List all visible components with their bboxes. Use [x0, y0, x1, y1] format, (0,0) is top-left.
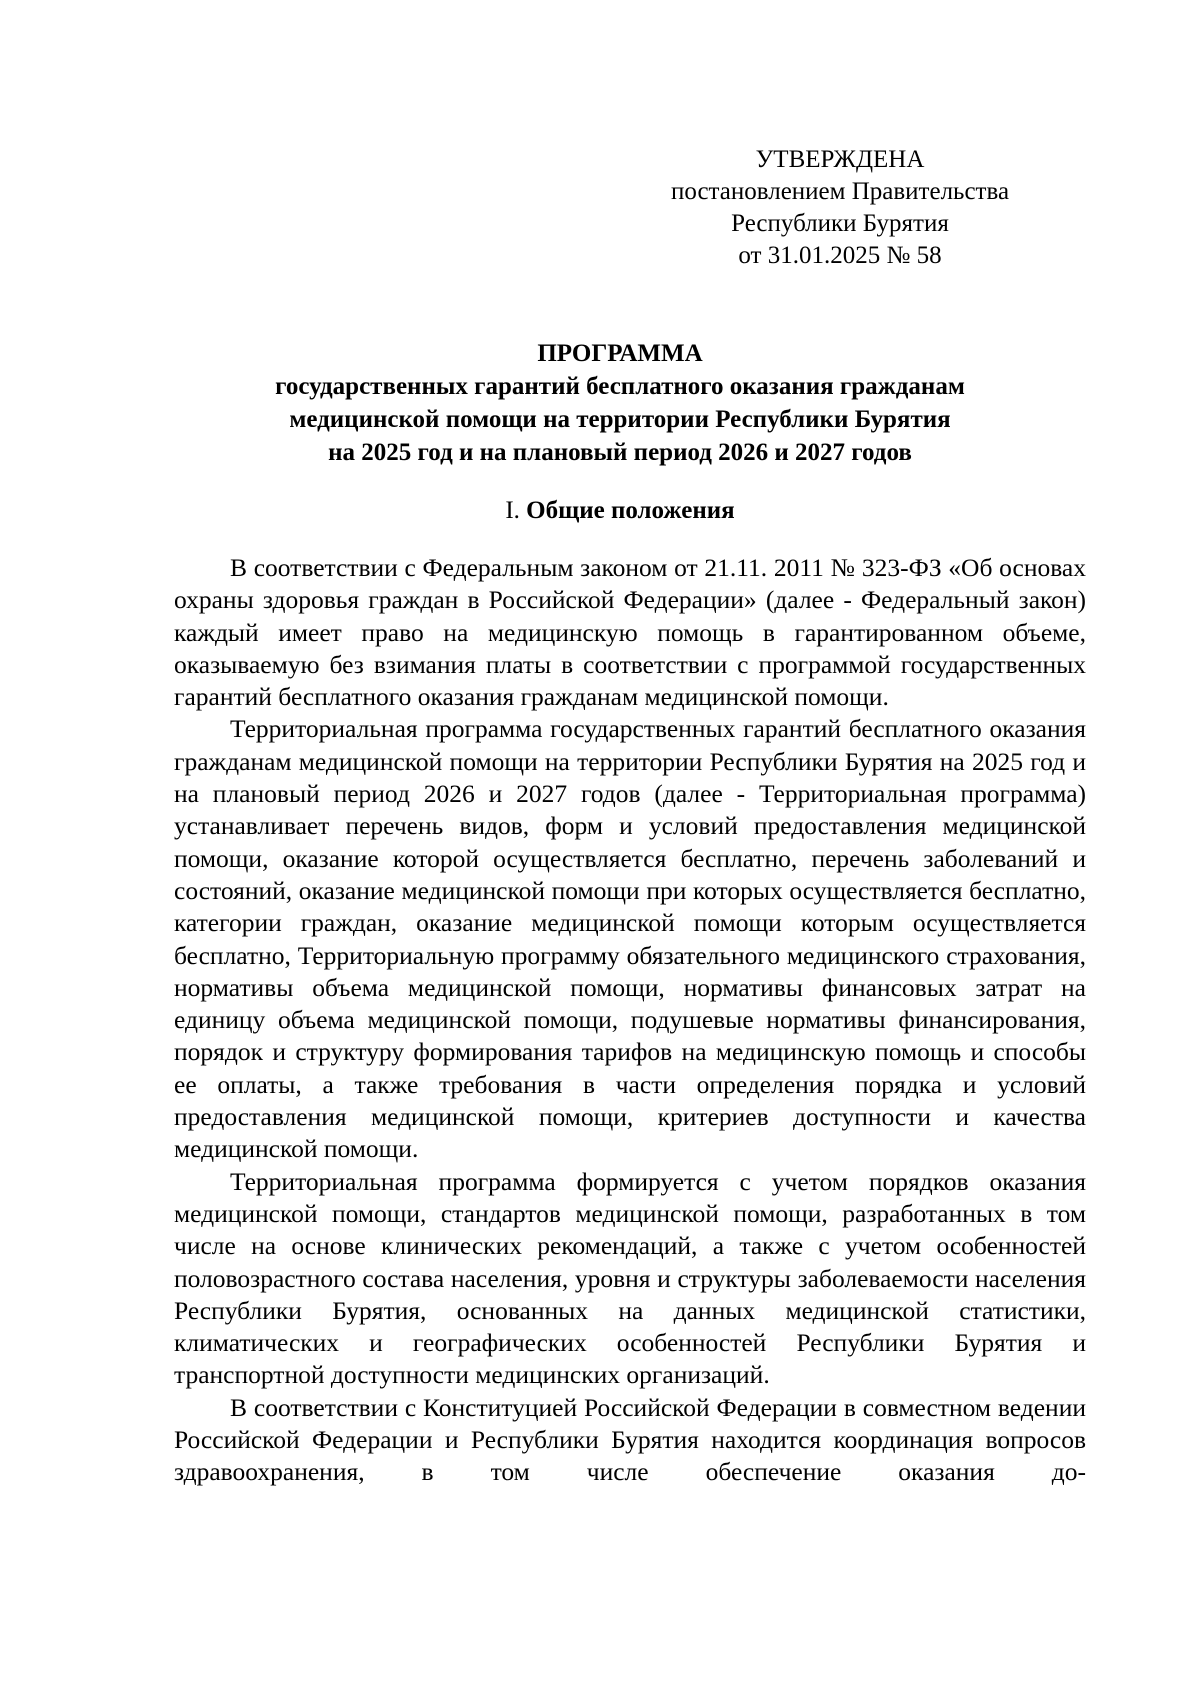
paragraph: Территориальная программа государственных гарантий бесплатного оказания гражданам медицинской помощи на территории Республики Бурятия на 2025 год и на плановый период 2026 и 2027 годов (далее - Территориальная программа) устанавливает перечень видов, форм и условий предоставления медицинской помощи, оказание которой осуществляется бесплатно, перечень заболеваний и состояний, оказание медицинской помощи при которых осуществляется бесплатно, категории граждан, оказание медицинской помощи которым осуществляется бесплатно, Территориальную программу обязательного медицинского страхования, нормативы объема медицинской помощи, нормативы финансовых затрат на единицу объема медицинской помощи, подушевые нормативы финансирования, порядок и структуру формирования тарифов на медицинскую помощь и способы ее оплаты, а также требования в части определения порядка и условий предоставления медицинской помощи, критериев доступности и качества медицинской помощи.: [174, 714, 1086, 1164]
approval-line-1: УТВЕРЖДЕНА: [755, 146, 925, 173]
section-heading: [160, 494, 1080, 527]
approval-line-4: от 31.01.2025 № 58: [738, 242, 942, 269]
document-title: [160, 337, 1080, 469]
paragraph: В соответствии с Конституцией Российской Федерации в совместном ведении Российской Федерации и Республики Бурятия находится координация вопросов здравоохранения, в том числе обеспечение оказания до-: [174, 1392, 1086, 1487]
title-line-1: ПРОГРАММА: [537, 340, 703, 367]
paragraph: Территориальная программа формируется с учетом порядков оказания медицинской помощи, стандартов медицинской помощи, разработанных в том числе на основе клинических рекомендаций, а также с учетом особенностей половозрастного состава населения, уровня и структуры заболеваемости населения Республики Бурятия, основанных на данных медицинской статистики, климатических и географических особенностей Республики Бурятия и транспортной доступности медицинских организаций.: [174, 1166, 1086, 1390]
section-title: Общие положения: [526, 497, 735, 524]
approval-stamp: [600, 144, 1080, 272]
approval-line-2: постановлением Правительства: [670, 178, 1010, 205]
title-line-3: медицинской помощи на территории Республики Бурятия: [289, 406, 951, 433]
document-body: [174, 552, 1086, 1489]
title-line-2: государственных гарантий бесплатного оказания гражданам: [275, 373, 965, 400]
approval-line-3: Республики Бурятия: [731, 210, 949, 237]
paragraph: В соответствии с Федеральным законом от 21.11. 2011 № 323-ФЗ «Об основах охраны здоровья граждан в Российской Федерации» (далее - Федеральный закон) каждый имеет право на медицинскую помощь в гарантированном объеме, оказываемую без взимания платы в соответствии с программой государственных гарантий бесплатного оказания гражданам медицинской помощи.: [174, 553, 1086, 712]
section-number: I.: [505, 497, 520, 524]
title-line-4: на 2025 год и на плановый период 2026 и 2027 годов: [328, 439, 912, 466]
